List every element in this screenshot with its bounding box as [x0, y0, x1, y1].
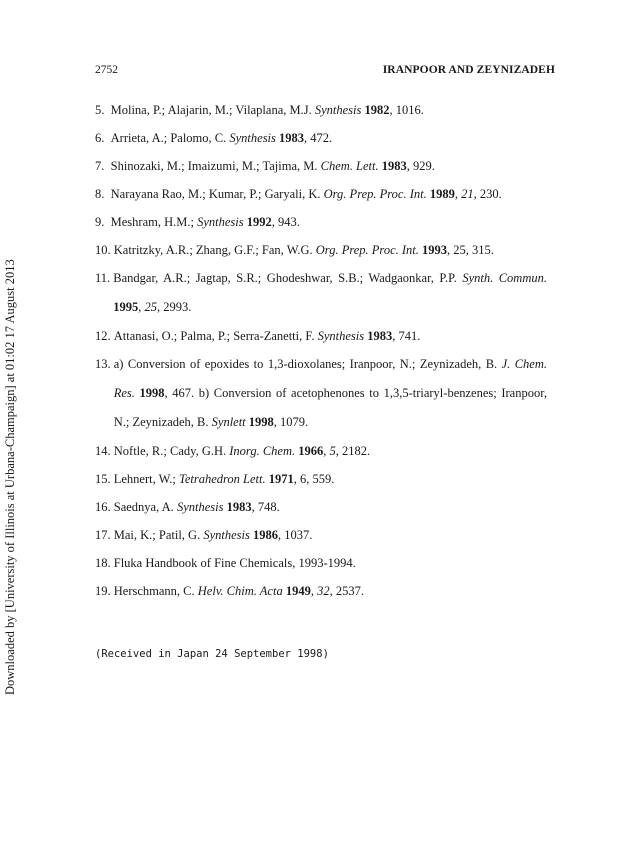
reference-number: 9. [95, 215, 105, 229]
reference-item [95, 465, 547, 493]
reference-text: Narayana Rao, M.; Kumar, P.; Garyali, K. Org. Prep. Proc. Int. 1989, 21, 230. [110, 187, 502, 201]
page-header [95, 64, 555, 80]
reference-text: a) Conversion of epoxides to 1,3-dioxolanes; Iranpoor, N.; Zeynizadeh, B. J. Chem. Res. 1998, 467. b) Conversion of acetophenones to 1,3,5-triaryl-benzenes; Iranpoor, N.; Zeynizadeh, B. Synlett 1998, 1079. [113, 357, 547, 429]
reference-item [95, 208, 547, 236]
reference-number: 12. [95, 329, 111, 343]
reference-number: 19. [95, 584, 111, 598]
reference-list [95, 96, 547, 605]
reference-number: 17. [95, 528, 111, 542]
page-number: 2752 [95, 64, 118, 76]
reference-item [95, 96, 547, 124]
reference-text: Saednya, A. Synthesis 1983, 748. [113, 500, 280, 514]
reference-item [95, 493, 547, 521]
reference-item [95, 264, 547, 322]
reference-number: 16. [95, 500, 111, 514]
reference-text: Fluka Handbook of Fine Chemicals, 1993-1994. [113, 556, 356, 570]
reference-item [95, 521, 547, 549]
download-watermark: Downloaded by [University of Illinois at Urbana-Champaign] at 01:02 17 August 2013 [3, 259, 17, 695]
reference-text: Katritzky, A.R.; Zhang, G.F.; Fan, W.G. Org. Prep. Proc. Int. 1993, 25, 315. [113, 243, 494, 257]
reference-number: 8. [95, 187, 105, 201]
reference-item [95, 152, 547, 180]
reference-item [95, 549, 547, 577]
reference-item [95, 577, 547, 605]
reference-text: Molina, P.; Alajarin, M.; Vilaplana, M.J. Synthesis 1982, 1016. [110, 103, 424, 117]
reference-number: 10. [95, 243, 111, 257]
reference-item [95, 437, 547, 465]
reference-item [95, 180, 547, 208]
reference-text: Mai, K.; Patil, G. Synthesis 1986, 1037. [113, 528, 313, 542]
reference-number: 18. [95, 556, 111, 570]
reference-number: 6. [95, 131, 105, 145]
reference-text: Attanasi, O.; Palma, P.; Serra-Zanetti, F. Synthesis 1983, 741. [113, 329, 421, 343]
reference-number: 13. [95, 357, 111, 371]
reference-item [95, 322, 547, 350]
reference-text: Bandgar, A.R.; Jagtap, S.R.; Ghodeshwar, S.B.; Wadgaonkar, P.P. Synth. Commun. 1995, 25, 2993. [113, 271, 547, 314]
reference-number: 11. [95, 271, 111, 285]
reference-text: Noftle, R.; Cady, G.H. Inorg. Chem. 1966, 5, 2182. [113, 444, 371, 458]
reference-item [95, 236, 547, 264]
reference-text: Lehnert, W.; Tetrahedron Lett. 1971, 6, 559. [113, 472, 335, 486]
reference-text: Shinozaki, M.; Imaizumi, M.; Tajima, M. Chem. Lett. 1983, 929. [110, 159, 435, 173]
running-title: IRANPOOR AND ZEYNIZADEH [382, 64, 555, 76]
reference-number: 14. [95, 444, 111, 458]
reference-text: Arrieta, A.; Palomo, C. Synthesis 1983, 472. [110, 131, 333, 145]
received-date-note: (Received in Japan 24 September 1998) [95, 648, 329, 660]
reference-text: Meshram, H.M.; Synthesis 1992, 943. [110, 215, 300, 229]
reference-item [95, 350, 547, 437]
reference-item [95, 124, 547, 152]
reference-text: Herschmann, C. Helv. Chim. Acta 1949, 32, 2537. [113, 584, 364, 598]
reference-number: 5. [95, 103, 105, 117]
reference-number: 7. [95, 159, 105, 173]
reference-number: 15. [95, 472, 111, 486]
